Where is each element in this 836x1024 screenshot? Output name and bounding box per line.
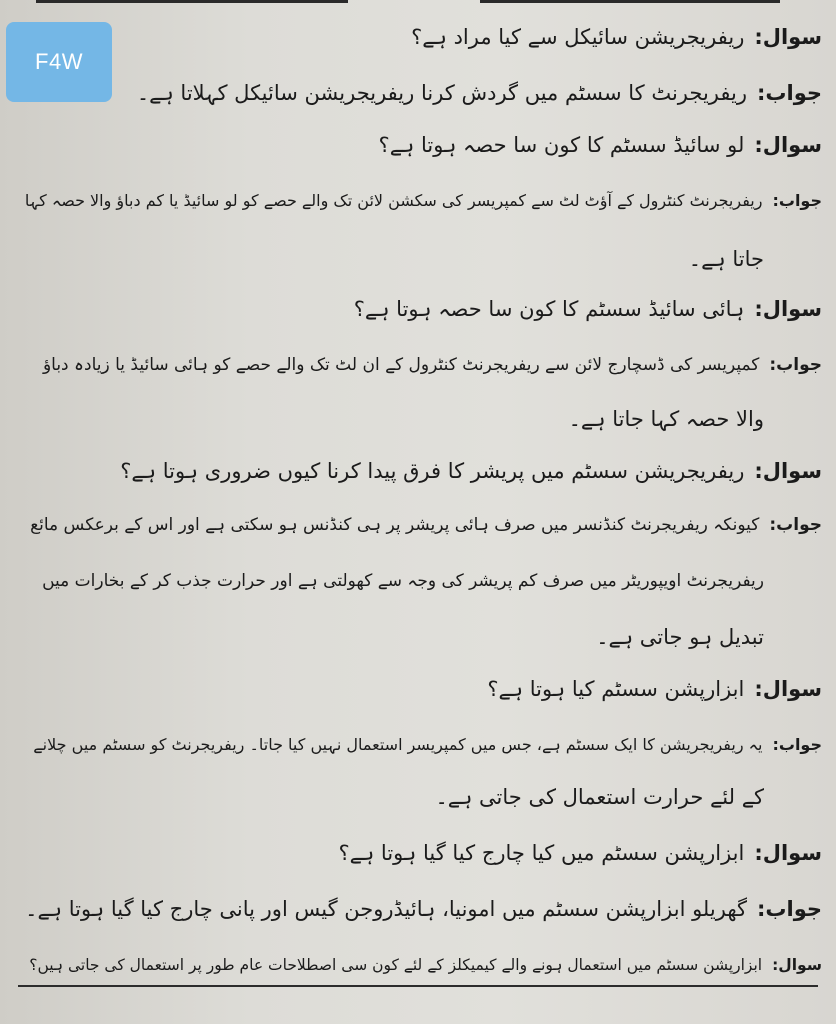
question-text: ابزارپشن سسٹم کیا ہوتا ہے؟ <box>487 677 745 701</box>
question-line-6 <box>339 838 823 868</box>
question-text: ریفریجریشن سسٹم میں پریشر کا فرق پیدا کرنا کیوں ضروری ہوتا ہے؟ <box>120 459 745 483</box>
answer-continuation: والا حصہ کہا جاتا ہے۔ <box>568 407 764 431</box>
answer-line-6 <box>25 894 822 924</box>
question-text: ابزارپشن سسٹم میں استعمال ہونے والے کیمیکلز کے لئے کون سی اصطلاحات عام طور پر استعمال کی جاتی ہیں؟ <box>29 956 763 974</box>
question-label: سوال: <box>754 841 822 865</box>
question-label: سوال: <box>754 297 822 321</box>
question-line-5 <box>487 674 822 704</box>
answer-label: جواب: <box>757 81 822 105</box>
answer-text: گھریلو ابزارپشن سسٹم میں امونیا، ہائیڈروجن گیس اور پانی چارج کیا گیا ہوتا ہے۔ <box>25 897 747 921</box>
answer-label: جواب: <box>772 735 822 754</box>
top-rule-right <box>480 0 780 3</box>
answer-line-5 <box>33 730 822 760</box>
answer-continuation: جاتا ہے۔ <box>688 247 764 271</box>
answer-continuation: ریفریجرنٹ اویپوریٹر میں صرف کم پریشر کی وجہ سے کھولتی ہے اور حرارت جذب کر کے بخارات میں <box>42 571 764 591</box>
answer-line-3 <box>43 350 822 380</box>
question-text: ریفریجریشن سائیکل سے کیا مراد ہے؟ <box>411 25 745 49</box>
question-label: سوال: <box>754 133 822 157</box>
bottom-rule <box>18 985 818 987</box>
question-label: سوال: <box>754 25 822 49</box>
answer-continuation: تبدیل ہو جاتی ہے۔ <box>596 625 764 649</box>
question-line-1 <box>411 22 822 52</box>
question-text: ابزارپشن سسٹم میں کیا چارج کیا گیا ہوتا ہے؟ <box>338 841 745 865</box>
answer-line-1 <box>137 78 822 108</box>
answer-label: جواب: <box>769 355 822 375</box>
answer-label: جواب: <box>769 515 822 535</box>
answer-text: ریفریجرنٹ کا سسٹم میں گردش کرنا ریفریجریشن سائیکل کہلاتا ہے۔ <box>136 81 747 105</box>
answer-line-4 <box>30 510 822 540</box>
answer-text: ریفریجرنٹ کنٹرول کے آؤٹ لٹ سے کمپریسر کی سکشن لائن تک والے حصے کو لو سائیڈ یا کم دباؤ والا حصہ کہا <box>24 191 763 210</box>
question-text: لو سائیڈ سسٹم کا کون سا حصہ ہوتا ہے؟ <box>378 133 745 157</box>
answer-label: جواب: <box>757 897 822 921</box>
top-rule-left <box>36 0 348 3</box>
question-line-4 <box>120 456 822 486</box>
question-label: سوال: <box>772 956 822 974</box>
f4w-badge: F4W <box>6 22 112 102</box>
question-label: سوال: <box>754 677 822 701</box>
answer-line-2 <box>25 186 822 216</box>
answer-text: کیونکہ ریفریجرنٹ کنڈنسر میں صرف ہائی پریشر پر ہی کنڈنس ہو سکتی ہے اور اس کے برعکس مائع <box>30 515 760 535</box>
question-text: ہائی سائیڈ سسٹم کا کون سا حصہ ہوتا ہے؟ <box>353 297 745 321</box>
answer-text: کمپریسر کی ڈسچارج لائن سے ریفریجرنٹ کنٹرول کے ان لٹ تک والے حصے کو ہائی سائیڈ یا زیادہ دباؤ <box>42 355 760 375</box>
answer-continuation: کے لئے حرارت استعمال کی جاتی ہے۔ <box>435 785 764 809</box>
question-line-3 <box>354 294 822 324</box>
answer-label: جواب: <box>772 191 822 210</box>
question-line-2 <box>379 130 822 160</box>
question-line-7 <box>29 950 822 980</box>
question-label: سوال: <box>754 459 822 483</box>
answer-text: یہ ریفریجریشن کا ایک سسٹم ہے، جس میں کمپریسر استعمال نہیں کیا جاتا۔ ریفریجرنٹ کو سسٹم میں چلانے <box>33 735 763 754</box>
